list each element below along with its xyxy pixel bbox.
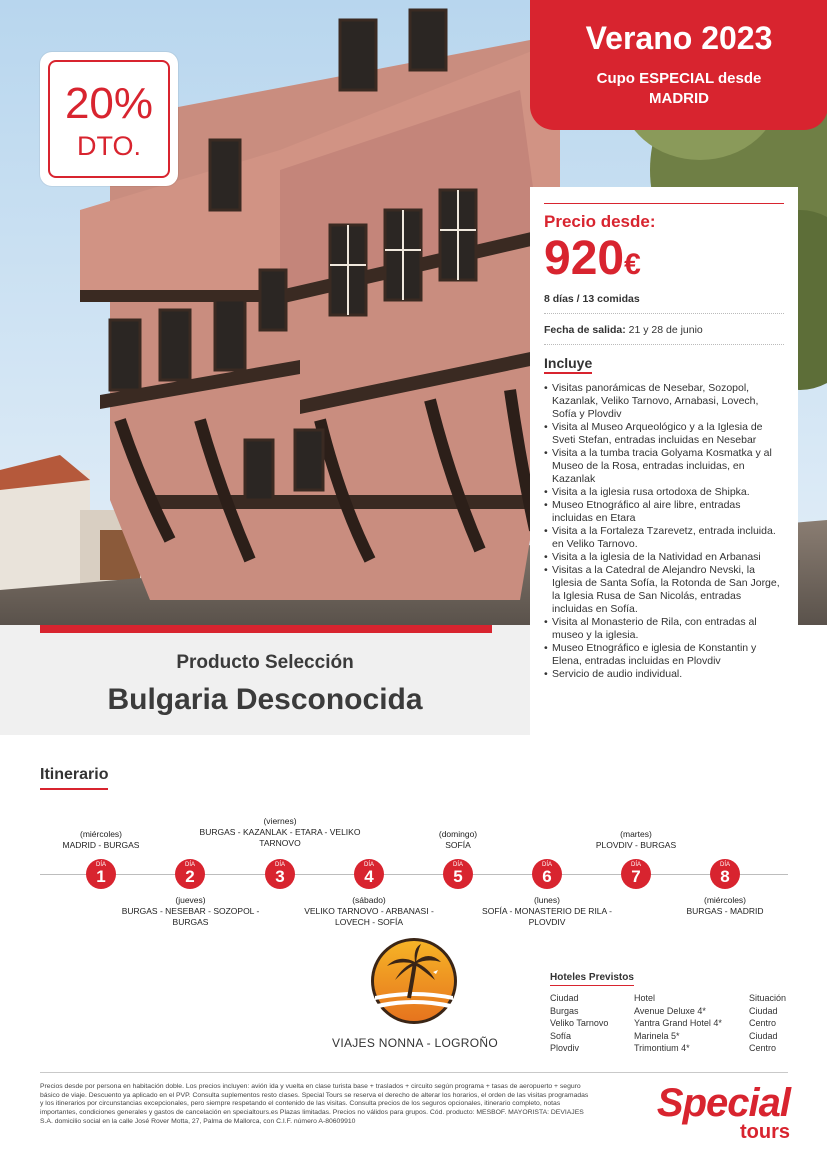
- hotel-name: Marinela 5*: [634, 1030, 680, 1041]
- day-weekday: (domingo): [438, 829, 478, 839]
- discount-label: DTO.: [76, 131, 141, 161]
- agency-name: VIAJES NONNA - LOGROÑO: [332, 1036, 498, 1050]
- hotels-header-city: Ciudad: [550, 993, 579, 1003]
- footer-divider: [40, 1072, 788, 1073]
- day-marker-2: [175, 859, 205, 889]
- day-4-label: [291, 895, 447, 928]
- day-weekday: (miércoles): [703, 895, 747, 905]
- hotel-name: Yantra Grand Hotel 4*: [634, 1018, 722, 1029]
- table-row: [550, 1005, 790, 1018]
- includes-item: • Visita a la Fortaleza Tzarevetz, entrada incluida. en Veliko Tarnovo.: [544, 525, 784, 551]
- includes-list: [544, 382, 784, 681]
- day-marker-label: DÍA: [95, 862, 106, 868]
- season-subtitle: [530, 69, 827, 108]
- hotel-location: Ciudad: [749, 1030, 778, 1041]
- day-marker-label: DÍA: [363, 862, 374, 868]
- day-8-label: [650, 895, 800, 917]
- itinerary-title: Itinerario: [40, 766, 108, 790]
- product-title: Bulgaria Desconocida: [107, 683, 423, 716]
- includes-item: • Visitas panorámicas de Nesebar, Sozopol, Kazanlak, Veliko Tarnovo, Arnabasi, Lovech, Sofía y Plovdiv: [544, 382, 784, 421]
- price-amount: 920: [544, 232, 625, 285]
- day-2-label: [113, 895, 268, 928]
- season-banner: [530, 0, 827, 130]
- hotel-location: Ciudad: [749, 1005, 778, 1016]
- day-5-label: [368, 829, 548, 851]
- day-marker-label: DÍA: [452, 862, 463, 868]
- brand-logo: [620, 1081, 790, 1143]
- includes-item: • Visitas a la Catedral de Alejandro Nevski, la Iglesia de Santa Sofía, la Rotonda de San Jorge, la Iglesia Rusa de San Nicolás, entradas incluidas en Sofía.: [544, 564, 784, 616]
- price-currency: €: [624, 248, 641, 281]
- hotels-header-hotel: Hotel: [634, 993, 656, 1003]
- day-number: 5: [453, 867, 463, 886]
- day-route: VELIKO TARNOVO - ARBANASI - LOVECH - SOFÍA: [304, 906, 434, 927]
- day-number: 1: [96, 867, 106, 886]
- brand-name: Special: [656, 1081, 790, 1125]
- day-3-label: [190, 816, 370, 849]
- day-weekday: (miércoles): [79, 829, 123, 839]
- day-marker-7: [621, 859, 651, 889]
- day-weekday: (martes): [620, 829, 652, 839]
- price-value: [544, 232, 784, 285]
- day-route: SOFÍA: [445, 840, 471, 850]
- table-row: [550, 1017, 790, 1030]
- day-marker-3: [265, 859, 295, 889]
- includes-item: • Visita a la iglesia de la Natividad en Arbanasi: [544, 551, 784, 564]
- day-marker-label: DÍA: [184, 862, 195, 868]
- hotel-city: Sofía: [550, 1030, 572, 1041]
- day-route: BURGAS - MADRID: [686, 906, 764, 916]
- day-number: 8: [720, 867, 730, 886]
- day-marker-label: DÍA: [630, 862, 641, 868]
- season-subtitle-line1: Cupo ESPECIAL desde: [596, 70, 762, 87]
- hotel-city: Veliko Tarnovo: [550, 1018, 609, 1029]
- discount-badge: [40, 52, 178, 186]
- day-marker-label: DÍA: [541, 862, 552, 868]
- table-row: [550, 1030, 790, 1043]
- divider: [544, 344, 784, 345]
- product-box: [0, 625, 530, 735]
- departure-label: Fecha de salida:: [544, 324, 626, 336]
- price-label: Precio desde:: [544, 212, 656, 231]
- includes-item: • Museo Etnográfico e iglesia de Konstantin y Elena, entradas incluidas en Plovdiv: [544, 642, 784, 668]
- includes-title: Incluye: [544, 355, 592, 374]
- day-number: 2: [185, 867, 195, 886]
- day-1-label: [11, 829, 191, 851]
- day-route: BURGAS - NESEBAR - SOZOPOL - BURGAS: [121, 906, 260, 927]
- product-subtitle: Producto Selección: [176, 652, 354, 673]
- day-marker-1: [86, 859, 116, 889]
- hotels-header-location: Situación: [749, 993, 787, 1003]
- product-accent-bar: [40, 625, 492, 633]
- season-title: Verano 2023: [585, 20, 773, 56]
- itinerary-timeline: [40, 874, 788, 875]
- includes-item: • Visita a la iglesia rusa ortodoxa de Shipka.: [544, 486, 784, 499]
- day-6-label: [472, 895, 622, 928]
- hotel-location: Centro: [749, 1018, 777, 1029]
- discount-badge-frame: [48, 60, 170, 178]
- table-row: [550, 1042, 790, 1055]
- day-marker-4: [354, 859, 384, 889]
- hotel-name: Trimontium 4*: [634, 1043, 690, 1054]
- hotel-location: Centro: [749, 1043, 777, 1054]
- day-weekday: (lunes): [534, 895, 560, 905]
- includes-item: • Servicio de audio individual.: [544, 668, 784, 681]
- departure-dates: [544, 324, 784, 336]
- day-number: 4: [364, 867, 374, 886]
- hotels-table: [550, 992, 790, 1055]
- includes-item: • Visita al Museo Arqueológico y a la Iglesia de Sveti Stefan, entradas incluidas en Nesebar: [544, 421, 784, 447]
- divider: [544, 313, 784, 314]
- hotel-name: Avenue Deluxe 4*: [634, 1005, 706, 1016]
- price-panel: [530, 187, 798, 735]
- day-weekday: (viernes): [263, 816, 297, 826]
- day-route: PLOVDIV - BURGAS: [595, 840, 677, 850]
- brand-sub: tours: [740, 1121, 790, 1143]
- price-divider-top: [544, 203, 784, 204]
- includes-item: • Visita a la tumba tracia Golyama Kosmatka y al Museo de la Rosa, entradas incluidas, en Kazanlak: [544, 447, 784, 486]
- hotels-title: Hoteles Previstos: [550, 972, 634, 986]
- legal-text: Precios desde por persona en habitación doble. Los precios incluyen: avión ida y vuelta en clase turista base + traslados + circuito según programa + tasas de aeropuerto + seguro básico de viaje. Descuento ya aplicado en el PVP. Consulta suplementos resto clases. Special Tours se reserva el derecho de alterar los horarios, el orden de las visitas programadas y los itinerarios por circunstancias excepcionales, pero siempre respetando el contenido de las visitas. Consulta precios de los seguros opcionales, itinerario completo, notas importantes, condiciones generales y gastos de cancelación en specialtours.es Plazas limitadas. Precios no válidos para grupos. Cód. producto: MESBOF. MAYORISTA: DEVIAJES S.A. domicilio social en la calle José Rover Motta, 27, Palma de Mallorca, con C.I.F. número A-80609910: [40, 1083, 589, 1125]
- hotel-city: Plovdiv: [550, 1043, 580, 1054]
- includes-item: • Museo Etnográfico al aire libre, entradas incluidas en Etara: [544, 499, 784, 525]
- trip-duration: 8 días / 13 comidas: [544, 293, 640, 305]
- season-subtitle-line2: MADRID: [649, 89, 709, 107]
- day-marker-label: DÍA: [274, 862, 285, 868]
- discount-percent: 20%: [64, 79, 154, 128]
- day-marker-5: [443, 859, 473, 889]
- day-marker-8: [710, 859, 740, 889]
- day-number: 6: [542, 867, 552, 886]
- day-number: 7: [631, 867, 641, 886]
- day-number: 3: [275, 867, 285, 886]
- day-weekday: (jueves): [175, 895, 206, 905]
- day-route: BURGAS - KAZANLAK - ETARA - VELIKO TARNOVO: [199, 827, 361, 848]
- agency-logo: [369, 936, 459, 1026]
- day-marker-6: [532, 859, 562, 889]
- includes-item: • Visita al Monasterio de Rila, con entradas al museo y la iglesia.: [544, 616, 784, 642]
- departure-value: 21 y 28 de junio: [628, 324, 703, 336]
- day-weekday: (sábado): [352, 895, 386, 905]
- hotels-header-row: [550, 992, 790, 1005]
- day-route: MADRID - BURGAS: [62, 840, 140, 850]
- day-route: SOFÍA - MONASTERIO DE RILA - PLOVDIV: [482, 906, 612, 927]
- hotel-city: Burgas: [550, 1005, 579, 1016]
- day-7-label: [546, 829, 726, 851]
- day-marker-label: DÍA: [719, 862, 730, 868]
